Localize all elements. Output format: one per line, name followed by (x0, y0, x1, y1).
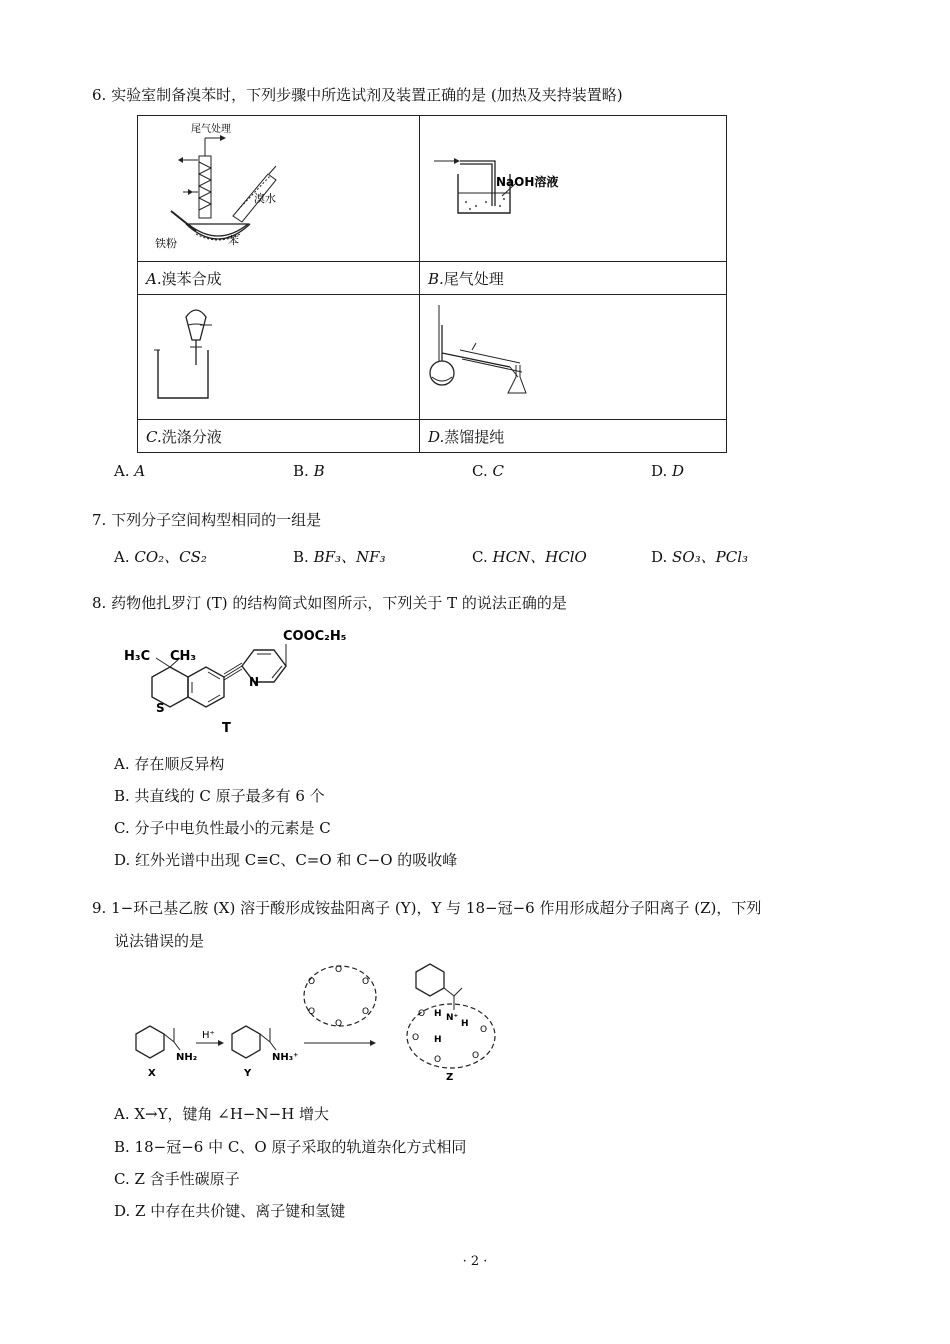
label-x: X (148, 1068, 156, 1079)
q9-option-c[interactable]: C. Z 含手性碳原子 (114, 1170, 240, 1188)
q8-option-d[interactable]: D. 红外光谱中出现 C≡C、C=O 和 C−O 的吸收峰 (114, 851, 458, 869)
label-benzene: 苯 (228, 234, 239, 247)
q6-option-d[interactable]: D. D (651, 462, 685, 480)
q9-stem-line1: 9. 1−环己基乙胺 (X) 溶于酸形成铵盐阳离子 (Y)，Y 与 18−冠−6 作用形成超分子阳离子 (Z)，下列 (92, 899, 762, 917)
distillation-apparatus (420, 295, 726, 415)
q8-stem: 8. 药物他扎罗汀 (T) 的结构简式如图所示，下列关于 T 的说法正确的是 (92, 594, 567, 612)
cell-c-caption: C.洗涤分液 (138, 420, 420, 453)
cell-d-caption: D.蒸馏提纯 (420, 420, 727, 453)
svg-text:O: O (480, 1025, 488, 1035)
label-cooc2h5: COOC₂H₅ (283, 629, 347, 644)
label-iron-powder: 铁粉 (155, 237, 177, 250)
q7-option-d[interactable]: D. SO₃、PCl₃ (651, 548, 749, 566)
q9-option-d[interactable]: D. Z 中存在共价键、离子键和氢键 (114, 1202, 346, 1220)
label-y: Y (244, 1068, 252, 1079)
svg-text:O: O (472, 1051, 480, 1061)
svg-text:O: O (335, 1019, 343, 1029)
q7-option-a[interactable]: A. CO₂、CS₂ (114, 548, 207, 566)
svg-text:O: O (412, 1033, 420, 1043)
q7-option-b[interactable]: B. BF₃、NF₃ (293, 548, 386, 566)
q8-option-b[interactable]: B. 共直线的 C 原子最多有 6 个 (114, 787, 325, 805)
label-h3c: H₃C (124, 649, 151, 664)
cell-a-caption: A.溴苯合成 (138, 262, 420, 295)
q8-option-a[interactable]: A. 存在顺反异构 (114, 755, 225, 773)
q9-option-a[interactable]: A. X→Y，键角 ∠H−N−H 增大 (114, 1105, 330, 1123)
q7-stem: 7. 下列分子空间构型相同的一组是 (92, 511, 322, 529)
cell-b-caption: B.尾气处理 (420, 262, 727, 295)
svg-text:H: H (434, 1009, 442, 1019)
svg-text:O: O (308, 977, 316, 987)
q6-option-b[interactable]: B. B (293, 462, 325, 480)
cell-a-figure (138, 116, 420, 262)
label-nh2: NH₂ (176, 1052, 198, 1063)
label-tail-gas: 尾气处理 (191, 124, 231, 135)
svg-text:O: O (362, 1007, 370, 1017)
q7-option-c[interactable]: C. HCN、HClO (472, 548, 587, 566)
tazarotene-structure (118, 622, 358, 737)
svg-text:N⁺: N⁺ (446, 1013, 459, 1023)
label-s: S (156, 701, 165, 715)
cell-c-figure (138, 295, 420, 420)
separatory-funnel-apparatus (138, 295, 419, 415)
supramolecular-reaction-scheme (116, 958, 506, 1083)
q6-option-c[interactable]: C. C (472, 462, 504, 480)
label-nh3plus: NH₃⁺ (272, 1052, 299, 1063)
label-bromine-water: 溴水 (254, 192, 276, 205)
page-number: · 2 · (462, 1254, 488, 1269)
q6-option-a[interactable]: A. A (114, 462, 146, 480)
bromobenzene-synthesis-apparatus (138, 116, 419, 257)
svg-text:O: O (335, 965, 343, 975)
q8-option-c[interactable]: C. 分子中电负性最小的元素是 C (114, 819, 331, 837)
svg-text:H: H (461, 1019, 469, 1029)
cell-d-figure (420, 295, 727, 420)
label-ch3: CH₃ (170, 649, 197, 664)
svg-text:O: O (434, 1055, 442, 1065)
q6-stem: 6. 实验室制备溴苯时，下列步骤中所选试剂及装置正确的是 (加热及夹持装置略) (92, 86, 623, 104)
svg-text:O: O (362, 977, 370, 987)
label-z: Z (446, 1072, 454, 1083)
svg-text:H: H (434, 1035, 442, 1045)
svg-text:O: O (308, 1007, 316, 1017)
q9-option-b[interactable]: B. 18−冠−6 中 C、O 原子采取的轨道杂化方式相同 (114, 1138, 467, 1156)
label-n: N (249, 675, 260, 689)
q6-apparatus-table (137, 115, 727, 453)
cell-b-figure (420, 116, 727, 262)
label-t: T (222, 721, 231, 736)
tail-gas-absorption-apparatus (420, 116, 726, 257)
label-hplus: H⁺ (202, 1030, 215, 1041)
label-naoh: NaOH溶液 (496, 175, 559, 189)
q9-stem-line2: 说法错误的是 (114, 932, 205, 950)
svg-text:O: O (418, 1009, 426, 1019)
